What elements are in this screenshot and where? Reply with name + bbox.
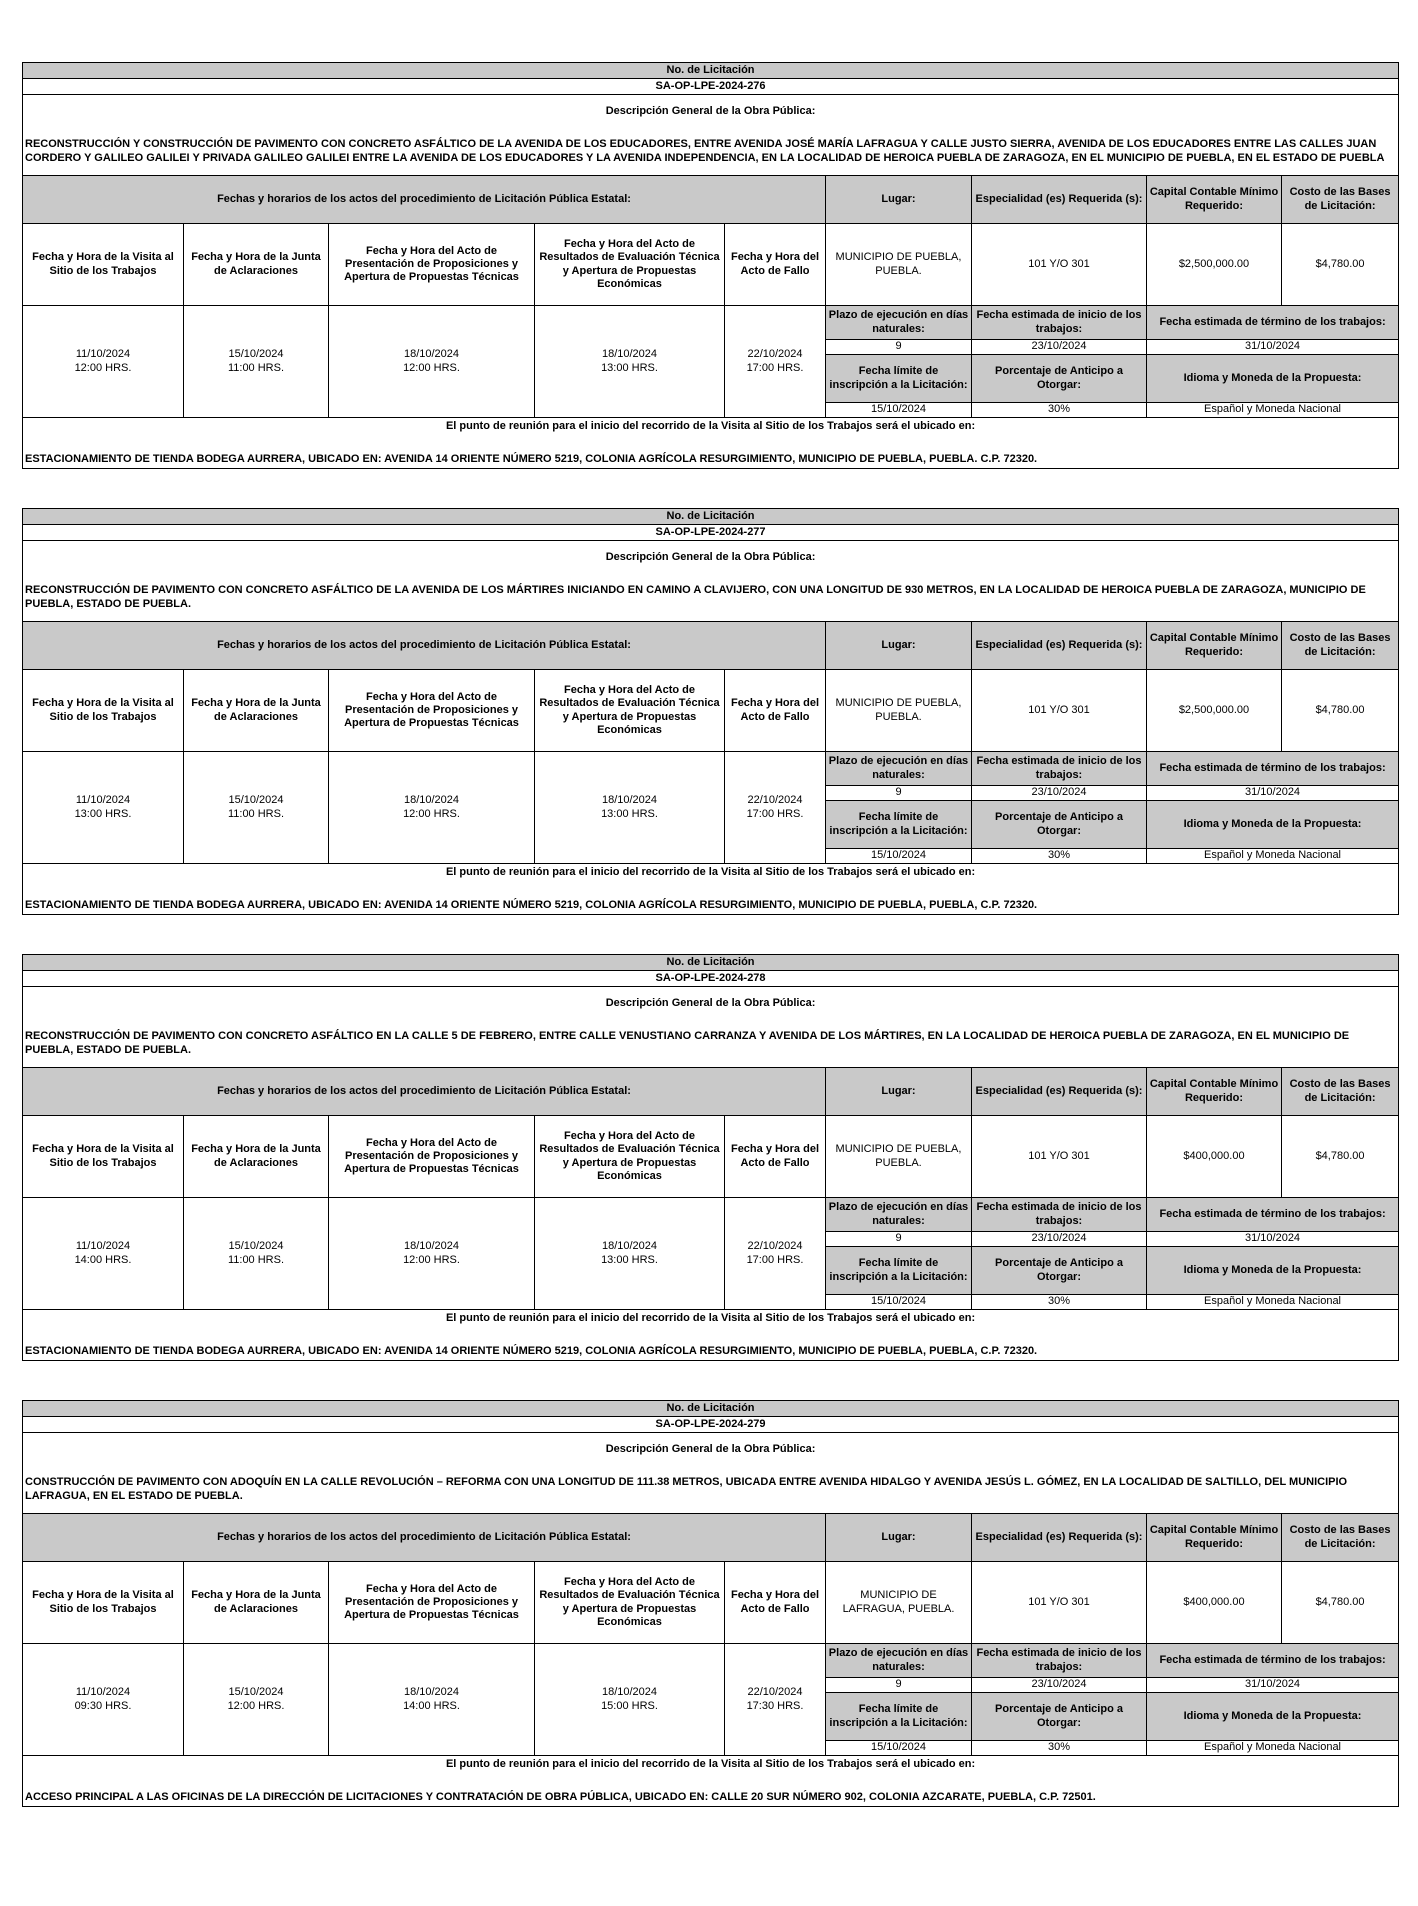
licitacion-block (22, 954, 1398, 1361)
especialidad-header: Especialidad (es) Requerida (s): (972, 176, 1147, 224)
description-text: RECONSTRUCCIÓN DE PAVIMENTO CON CONCRETO ASFÁLTICO DE LA AVENIDA DE LOS MÁRTIRES INICIANDO EN CAMINO A CLAVIJERO, CON UNA LONGITUD DE 930 METROS, EN LA LOCALIDAD DE HEROICA PUEBLA DE ZARAGOZA, MUNICIPIO DE PUEBLA, ESTADO DE PUEBLA. (25, 584, 1366, 610)
capital-header: Capital Contable Mínimo Requerido: (1147, 1068, 1282, 1116)
description-cell (23, 1433, 1399, 1514)
capital-value: $2,500,000.00 (1147, 224, 1282, 306)
capital-header: Capital Contable Mínimo Requerido: (1147, 622, 1282, 670)
termino-header: Fecha estimada de término de los trabajos: (1147, 752, 1399, 786)
anticipo-header: Porcentaje de Anticipo a Otorgar: (972, 355, 1147, 403)
reunion-text: ESTACIONAMIENTO DE TIENDA BODEGA AURRERA, UBICADO EN: AVENIDA 14 ORIENTE NÚMERO 5219, COLONIA AGRÍCOLA RESURGIMIENTO, MUNICIPIO DE PUEBLA, PUEBLA. C.P. 72320. (25, 453, 1038, 465)
anticipo-value: 30% (972, 1741, 1147, 1756)
presentacion-fecha: 18/10/2024 (403, 1686, 460, 1699)
capital-value: $400,000.00 (1147, 1116, 1282, 1198)
inicio-value: 23/10/2024 (972, 340, 1147, 355)
especialidad-value: 101 Y/O 301 (972, 670, 1147, 752)
licitacion-block (22, 1400, 1398, 1807)
visita-fecha: 11/10/2024 (75, 348, 131, 361)
anticipo-header: Porcentaje de Anticipo a Otorgar: (972, 1693, 1147, 1741)
idioma-header: Idioma y Moneda de la Propuesta: (1147, 1693, 1399, 1741)
costo-value: $4,780.00 (1282, 224, 1399, 306)
fallo-hora: 17:30 HRS. (746, 1699, 804, 1712)
junta-value (184, 306, 329, 418)
junta-header: Fecha y Hora de la Junta de Aclaraciones (184, 1116, 329, 1198)
licitacion-block (22, 62, 1398, 469)
presentacion-value (329, 1644, 535, 1756)
visita-value (23, 752, 184, 864)
fechas-header: Fechas y horarios de los actos del procedimiento de Licitación Pública Estatal: (23, 1068, 826, 1116)
anticipo-header: Porcentaje de Anticipo a Otorgar: (972, 1247, 1147, 1295)
fallo-value (725, 1644, 826, 1756)
description-text: RECONSTRUCCIÓN DE PAVIMENTO CON CONCRETO ASFÁLTICO EN LA CALLE 5 DE FEBRERO, ENTRE CALLE VENUSTIANO CARRANZA Y AVENIDA DE LOS MÁRTIRES, EN LA LOCALIDAD DE HEROICA PUEBLA DE ZARAGOZA, EN EL MUNICIPIO DE PUEBLA, ESTADO DE PUEBLA. (25, 1030, 1350, 1056)
costo-value: $4,780.00 (1282, 1116, 1399, 1198)
fallo-value (725, 306, 826, 418)
costo-header: Costo de las Bases de Licitación: (1282, 622, 1399, 670)
licitacion-number: SA-OP-LPE-2024-277 (23, 525, 1399, 541)
lugar-value: MUNICIPIO DE PUEBLA, PUEBLA. (826, 1116, 972, 1198)
visita-fecha: 11/10/2024 (75, 1240, 131, 1253)
idioma-value: Español y Moneda Nacional (1147, 403, 1399, 418)
junta-fecha: 15/10/2024 (228, 1240, 284, 1253)
licitacion-table (22, 508, 1399, 915)
presentacion-value (329, 1198, 535, 1310)
fallo-fecha: 22/10/2024 (747, 1686, 803, 1699)
presentacion-header: Fecha y Hora del Acto de Presentación de Proposiciones y Apertura de Propuestas Técnicas (329, 224, 535, 306)
junta-header: Fecha y Hora de la Junta de Aclaraciones (184, 1562, 329, 1644)
idioma-header: Idioma y Moneda de la Propuesta: (1147, 355, 1399, 403)
resultados-fecha: 18/10/2024 (601, 794, 658, 807)
idioma-value: Español y Moneda Nacional (1147, 849, 1399, 864)
resultados-value (535, 752, 725, 864)
no-licitacion-label: No. de Licitación (23, 63, 1399, 79)
fechas-header: Fechas y horarios de los actos del procedimiento de Licitación Pública Estatal: (23, 176, 826, 224)
resultados-value (535, 306, 725, 418)
plazo-value: 9 (826, 786, 972, 801)
description-label: Descripción General de la Obra Pública: (605, 997, 816, 1010)
lugar-value: MUNICIPIO DE PUEBLA, PUEBLA. (826, 670, 972, 752)
anticipo-value: 30% (972, 1295, 1147, 1310)
presentacion-fecha: 18/10/2024 (403, 1240, 460, 1253)
description-cell (23, 95, 1399, 176)
termino-value: 31/10/2024 (1147, 340, 1399, 355)
lugar-header: Lugar: (826, 1068, 972, 1116)
especialidad-header: Especialidad (es) Requerida (s): (972, 1068, 1147, 1116)
reunion-text: ESTACIONAMIENTO DE TIENDA BODEGA AURRERA, UBICADO EN: AVENIDA 14 ORIENTE NÚMERO 5219, COLONIA AGRÍCOLA RESURGIMIENTO, MUNICIPIO DE PUEBLA, PUEBLA, C.P. 72320. (25, 899, 1038, 911)
fallo-header: Fecha y Hora del Acto de Fallo (725, 1562, 826, 1644)
capital-header: Capital Contable Mínimo Requerido: (1147, 176, 1282, 224)
limite-value: 15/10/2024 (826, 403, 972, 418)
reunion-cell (23, 1310, 1399, 1361)
lugar-header: Lugar: (826, 1514, 972, 1562)
presentacion-value (329, 306, 535, 418)
limite-value: 15/10/2024 (826, 1295, 972, 1310)
especialidad-value: 101 Y/O 301 (972, 1562, 1147, 1644)
inicio-value: 23/10/2024 (972, 1232, 1147, 1247)
junta-hora: 12:00 HRS. (227, 1699, 285, 1712)
licitacion-number: SA-OP-LPE-2024-276 (23, 79, 1399, 95)
fallo-hora: 17:00 HRS. (746, 1253, 804, 1266)
resultados-fecha: 18/10/2024 (601, 348, 658, 361)
licitacion-number: SA-OP-LPE-2024-278 (23, 971, 1399, 987)
licitacion-block (22, 508, 1398, 915)
plazo-header: Plazo de ejecución en días naturales: (826, 1644, 972, 1678)
inicio-header: Fecha estimada de inicio de los trabajos: (972, 752, 1147, 786)
especialidad-value: 101 Y/O 301 (972, 224, 1147, 306)
visita-hora: 14:00 HRS. (74, 1253, 132, 1266)
junta-hora: 11:00 HRS. (227, 1253, 285, 1266)
resultados-header: Fecha y Hora del Acto de Resultados de Evaluación Técnica y Apertura de Propuestas Económicas (535, 1562, 725, 1644)
presentacion-hora: 12:00 HRS. (403, 807, 460, 820)
visita-fecha: 11/10/2024 (75, 1686, 131, 1699)
resultados-hora: 13:00 HRS. (601, 361, 658, 374)
reunion-text: ESTACIONAMIENTO DE TIENDA BODEGA AURRERA, UBICADO EN: AVENIDA 14 ORIENTE NÚMERO 5219, COLONIA AGRÍCOLA RESURGIMIENTO, MUNICIPIO DE PUEBLA, PUEBLA, C.P. 72320. (25, 1345, 1038, 1357)
resultados-header: Fecha y Hora del Acto de Resultados de Evaluación Técnica y Apertura de Propuestas Económicas (535, 1116, 725, 1198)
no-licitacion-label: No. de Licitación (23, 509, 1399, 525)
fallo-hora: 17:00 HRS. (746, 361, 804, 374)
junta-header: Fecha y Hora de la Junta de Aclaraciones (184, 670, 329, 752)
description-text: RECONSTRUCCIÓN Y CONSTRUCCIÓN DE PAVIMENTO CON CONCRETO ASFÁLTICO DE LA AVENIDA DE LOS EDUCADORES, ENTRE AVENIDA JOSÉ MARÍA LAFRAGUA Y CALLE JUSTO SIERRA, AVENIDA DE LOS EDUCADORES ENTRE LAS CALLES JUAN CORDERO Y GALILEO GALILEI Y PRIVADA GALILEO GALILEI ENTRE LA AVENIDA DE LOS EDUCADORES Y LA AVENIDA INDEPENDENCIA, EN LA LOCALIDAD DE HEROICA PUEBLA DE ZARAGOZA, EN EL MUNICIPIO DE PUEBLA, EN EL ESTADO DE PUEBLA (25, 138, 1385, 164)
presentacion-hora: 12:00 HRS. (403, 361, 460, 374)
anticipo-header: Porcentaje de Anticipo a Otorgar: (972, 801, 1147, 849)
plazo-value: 9 (826, 340, 972, 355)
reunion-label: El punto de reunión para el inicio del recorrido de la Visita al Sitio de los Trabajos será el ubicado en: (445, 865, 976, 878)
capital-value: $2,500,000.00 (1147, 670, 1282, 752)
resultados-value (535, 1198, 725, 1310)
description-cell (23, 987, 1399, 1068)
lugar-header: Lugar: (826, 176, 972, 224)
presentacion-header: Fecha y Hora del Acto de Presentación de Proposiciones y Apertura de Propuestas Técnicas (329, 670, 535, 752)
anticipo-value: 30% (972, 403, 1147, 418)
costo-value: $4,780.00 (1282, 1562, 1399, 1644)
resultados-fecha: 18/10/2024 (601, 1686, 658, 1699)
visita-value (23, 1198, 184, 1310)
anticipo-value: 30% (972, 849, 1147, 864)
resultados-hora: 13:00 HRS. (601, 807, 658, 820)
costo-header: Costo de las Bases de Licitación: (1282, 176, 1399, 224)
junta-fecha: 15/10/2024 (228, 794, 284, 807)
termino-value: 31/10/2024 (1147, 1232, 1399, 1247)
inicio-value: 23/10/2024 (972, 1678, 1147, 1693)
licitacion-table (22, 954, 1399, 1361)
licitacion-table (22, 1400, 1399, 1807)
licitacion-number: SA-OP-LPE-2024-279 (23, 1417, 1399, 1433)
plazo-header: Plazo de ejecución en días naturales: (826, 752, 972, 786)
description-text: CONSTRUCCIÓN DE PAVIMENTO CON ADOQUÍN EN LA CALLE REVOLUCIÓN – REFORMA CON UNA LONGITUD DE 111.38 METROS, UBICADA ENTRE AVENIDA HIDALGO Y AVENIDA JESÚS L. GÓMEZ, EN LA LOCALIDAD DE SALTILLO, DEL MUNICIPIO LAFRAGUA, EN EL ESTADO DE PUEBLA. (25, 1476, 1348, 1502)
reunion-cell (23, 1756, 1399, 1807)
plazo-value: 9 (826, 1232, 972, 1247)
no-licitacion-label: No. de Licitación (23, 1401, 1399, 1417)
junta-value (184, 1644, 329, 1756)
fallo-fecha: 22/10/2024 (747, 348, 803, 361)
termino-value: 31/10/2024 (1147, 1678, 1399, 1693)
visita-hora: 09:30 HRS. (74, 1699, 132, 1712)
especialidad-value: 101 Y/O 301 (972, 1116, 1147, 1198)
resultados-fecha: 18/10/2024 (601, 1240, 658, 1253)
presentacion-header: Fecha y Hora del Acto de Presentación de Proposiciones y Apertura de Propuestas Técnicas (329, 1562, 535, 1644)
limite-header: Fecha límite de inscripción a la Licitación: (826, 1247, 972, 1295)
description-label: Descripción General de la Obra Pública: (605, 1443, 816, 1456)
fallo-fecha: 22/10/2024 (747, 794, 803, 807)
resultados-hora: 13:00 HRS. (601, 1253, 658, 1266)
idioma-value: Español y Moneda Nacional (1147, 1295, 1399, 1310)
termino-header: Fecha estimada de término de los trabajos: (1147, 1644, 1399, 1678)
presentacion-hora: 12:00 HRS. (403, 1253, 460, 1266)
resultados-value (535, 1644, 725, 1756)
fallo-header: Fecha y Hora del Acto de Fallo (725, 670, 826, 752)
presentacion-fecha: 18/10/2024 (403, 348, 460, 361)
presentacion-header: Fecha y Hora del Acto de Presentación de Proposiciones y Apertura de Propuestas Técnicas (329, 1116, 535, 1198)
limite-header: Fecha límite de inscripción a la Licitación: (826, 355, 972, 403)
description-label: Descripción General de la Obra Pública: (605, 105, 816, 118)
limite-header: Fecha límite de inscripción a la Licitación: (826, 801, 972, 849)
inicio-header: Fecha estimada de inicio de los trabajos: (972, 1644, 1147, 1678)
limite-value: 15/10/2024 (826, 849, 972, 864)
costo-header: Costo de las Bases de Licitación: (1282, 1068, 1399, 1116)
licitacion-table (22, 62, 1399, 469)
visita-header: Fecha y Hora de la Visita al Sitio de los Trabajos (23, 670, 184, 752)
visita-fecha: 11/10/2024 (75, 794, 131, 807)
idioma-header: Idioma y Moneda de la Propuesta: (1147, 1247, 1399, 1295)
junta-hora: 11:00 HRS. (227, 361, 285, 374)
reunion-cell (23, 864, 1399, 915)
junta-fecha: 15/10/2024 (228, 1686, 284, 1699)
fallo-header: Fecha y Hora del Acto de Fallo (725, 1116, 826, 1198)
fallo-value (725, 752, 826, 864)
lugar-value: MUNICIPIO DE PUEBLA, PUEBLA. (826, 224, 972, 306)
junta-header: Fecha y Hora de la Junta de Aclaraciones (184, 224, 329, 306)
fallo-fecha: 22/10/2024 (747, 1240, 803, 1253)
visita-value (23, 1644, 184, 1756)
plazo-header: Plazo de ejecución en días naturales: (826, 306, 972, 340)
idioma-value: Español y Moneda Nacional (1147, 1741, 1399, 1756)
junta-fecha: 15/10/2024 (228, 348, 284, 361)
description-cell (23, 541, 1399, 622)
visita-header: Fecha y Hora de la Visita al Sitio de los Trabajos (23, 224, 184, 306)
lugar-value: MUNICIPIO DE LAFRAGUA, PUEBLA. (826, 1562, 972, 1644)
plazo-value: 9 (826, 1678, 972, 1693)
inicio-header: Fecha estimada de inicio de los trabajos: (972, 1198, 1147, 1232)
inicio-value: 23/10/2024 (972, 786, 1147, 801)
junta-hora: 11:00 HRS. (227, 807, 285, 820)
fallo-header: Fecha y Hora del Acto de Fallo (725, 224, 826, 306)
fechas-header: Fechas y horarios de los actos del procedimiento de Licitación Pública Estatal: (23, 622, 826, 670)
presentacion-value (329, 752, 535, 864)
fallo-value (725, 1198, 826, 1310)
costo-value: $4,780.00 (1282, 670, 1399, 752)
licitaciones-document (22, 62, 1398, 1846)
visita-hora: 13:00 HRS. (74, 807, 132, 820)
limite-header: Fecha límite de inscripción a la Licitación: (826, 1693, 972, 1741)
fallo-hora: 17:00 HRS. (746, 807, 804, 820)
inicio-header: Fecha estimada de inicio de los trabajos: (972, 306, 1147, 340)
description-label: Descripción General de la Obra Pública: (605, 551, 816, 564)
costo-header: Costo de las Bases de Licitación: (1282, 1514, 1399, 1562)
especialidad-header: Especialidad (es) Requerida (s): (972, 1514, 1147, 1562)
capital-value: $400,000.00 (1147, 1562, 1282, 1644)
capital-header: Capital Contable Mínimo Requerido: (1147, 1514, 1282, 1562)
resultados-header: Fecha y Hora del Acto de Resultados de Evaluación Técnica y Apertura de Propuestas Económicas (535, 224, 725, 306)
visita-value (23, 306, 184, 418)
reunion-label: El punto de reunión para el inicio del recorrido de la Visita al Sitio de los Trabajos será el ubicado en: (445, 1757, 976, 1770)
visita-header: Fecha y Hora de la Visita al Sitio de los Trabajos (23, 1562, 184, 1644)
termino-value: 31/10/2024 (1147, 786, 1399, 801)
visita-hora: 12:00 HRS. (74, 361, 132, 374)
presentacion-hora: 14:00 HRS. (403, 1699, 460, 1712)
presentacion-fecha: 18/10/2024 (403, 794, 460, 807)
termino-header: Fecha estimada de término de los trabajos: (1147, 306, 1399, 340)
reunion-text: ACCESO PRINCIPAL A LAS OFICINAS DE LA DIRECCIÓN DE LICITACIONES Y CONTRATACIÓN DE OBRA PÚBLICA, UBICADO EN: CALLE 20 SUR NÚMERO 902, COLONIA AZCARATE, PUEBLA, C.P. 72501. (25, 1791, 1096, 1803)
fechas-header: Fechas y horarios de los actos del procedimiento de Licitación Pública Estatal: (23, 1514, 826, 1562)
reunion-label: El punto de reunión para el inicio del recorrido de la Visita al Sitio de los Trabajos será el ubicado en: (445, 419, 976, 432)
termino-header: Fecha estimada de término de los trabajos: (1147, 1198, 1399, 1232)
visita-header: Fecha y Hora de la Visita al Sitio de los Trabajos (23, 1116, 184, 1198)
reunion-cell (23, 418, 1399, 469)
plazo-header: Plazo de ejecución en días naturales: (826, 1198, 972, 1232)
idioma-header: Idioma y Moneda de la Propuesta: (1147, 801, 1399, 849)
resultados-header: Fecha y Hora del Acto de Resultados de Evaluación Técnica y Apertura de Propuestas Económicas (535, 670, 725, 752)
reunion-label: El punto de reunión para el inicio del recorrido de la Visita al Sitio de los Trabajos será el ubicado en: (445, 1311, 976, 1324)
no-licitacion-label: No. de Licitación (23, 955, 1399, 971)
lugar-header: Lugar: (826, 622, 972, 670)
junta-value (184, 752, 329, 864)
junta-value (184, 1198, 329, 1310)
limite-value: 15/10/2024 (826, 1741, 972, 1756)
especialidad-header: Especialidad (es) Requerida (s): (972, 622, 1147, 670)
resultados-hora: 15:00 HRS. (601, 1699, 658, 1712)
